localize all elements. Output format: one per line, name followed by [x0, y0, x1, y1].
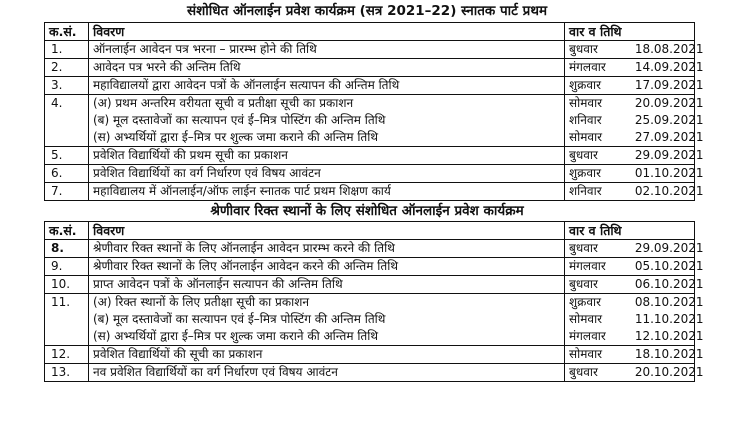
row-description	[89, 258, 565, 276]
table-row	[45, 364, 695, 382]
row-day-date	[565, 364, 704, 382]
date: 05.10.2021	[634, 259, 704, 273]
row-serial: 5.	[45, 147, 89, 165]
table-row	[45, 41, 695, 59]
row-day-date	[565, 59, 704, 77]
row-description	[89, 147, 565, 165]
description-line: महाविद्यालयों द्वारा आवेदन पत्रों के ऑनलाईन सत्यापन की अन्तिम तिथि	[93, 78, 400, 92]
date: 11.10.2021	[634, 312, 704, 326]
date: 29.09.2021	[634, 148, 704, 162]
description-line: (अ) रिक्त स्थानों के लिए प्रतीक्षा सूची का प्रकाशन	[93, 295, 310, 309]
day-date-line	[569, 183, 704, 200]
day-date-line	[569, 41, 704, 58]
row-day-date	[565, 294, 704, 346]
row-description	[89, 346, 565, 364]
row-serial: 2.	[45, 59, 89, 77]
row-description	[89, 364, 565, 382]
weekday: शुक्रवार	[569, 295, 602, 309]
row-serial: 6.	[45, 165, 89, 183]
description-line: आवेदन पत्र भरने की अन्तिम तिथि	[93, 60, 241, 74]
day-date-line	[569, 311, 704, 328]
day-date-line	[569, 77, 704, 94]
weekday: सोमवार	[569, 347, 603, 361]
table-row	[45, 346, 695, 364]
table-row	[45, 183, 695, 201]
description-line: श्रेणीवार रिक्त स्थानों के लिए ऑनलाईन आवेदन करने की अन्तिम तिथि	[93, 259, 398, 273]
row-description	[89, 165, 565, 183]
row-day-date	[565, 258, 704, 276]
date: 17.09.2021	[634, 78, 704, 92]
row-description	[89, 183, 565, 201]
day-date-line	[569, 147, 704, 164]
day-date-line	[569, 346, 704, 363]
row-description	[89, 240, 565, 258]
table2-title: श्रेणीवार रिक्त स्थानों के लिए संशोधित ऑनलाईन प्रवेश कार्यक्रम	[210, 203, 524, 219]
date: 14.09.2021	[634, 60, 704, 74]
description-line: (ब) मूल दस्तावेजों का सत्यापन एवं ई–मित्र पोस्टिंग की अन्तिम तिथि	[93, 312, 386, 326]
row-serial: 7.	[45, 183, 89, 201]
weekday: मंगलवार	[569, 60, 606, 74]
date: 27.09.2021	[634, 130, 704, 144]
admission-schedule-table	[44, 22, 704, 201]
table-row	[45, 276, 695, 294]
weekday: सोमवार	[569, 312, 603, 326]
row-serial: 3.	[45, 77, 89, 95]
date: 01.10.2021	[634, 166, 704, 180]
day-date-line	[569, 95, 704, 112]
row-serial: 11.	[45, 294, 89, 346]
weekday: शनिवार	[569, 113, 602, 127]
table-row	[45, 165, 695, 183]
weekday: बुधवार	[569, 365, 598, 379]
row-day-date	[565, 95, 704, 147]
description-line: प्रवेशित विद्यार्थियों का वर्ग निर्धारण एवं विषय आवंटन	[93, 166, 321, 180]
header-serial: क.सं.	[45, 222, 89, 240]
table-row	[45, 77, 695, 95]
row-day-date	[565, 165, 704, 183]
date: 18.10.2021	[634, 347, 704, 361]
date: 12.10.2021	[634, 329, 704, 343]
header-day-date: वार व तिथि	[565, 23, 695, 41]
weekday: सोमवार	[569, 96, 603, 110]
vacant-seats-schedule-table	[44, 221, 704, 382]
day-date-line	[569, 294, 704, 311]
row-serial: 8.	[45, 240, 89, 258]
table-row	[45, 294, 695, 346]
weekday: मंगलवार	[569, 259, 606, 273]
description-line: (स) अभ्यर्थियों द्वारा ई–मित्र पर शुल्क जमा कराने की अन्तिम तिथि	[93, 130, 379, 144]
day-date-line	[569, 364, 704, 381]
date: 29.09.2021	[634, 241, 704, 255]
description-line: नव प्रवेशित विद्यार्थियों का वर्ग निर्धारण एवं विषय आवंटन	[93, 365, 338, 379]
description-line: ऑनलाईन आवेदन पत्र भरना – प्रारम्भ होने की तिथि	[93, 42, 317, 56]
description-line: (स) अभ्यर्थियों द्वारा ई–मित्र पर शुल्क जमा कराने की अन्तिम तिथि	[93, 329, 379, 343]
date: 25.09.2021	[634, 113, 704, 127]
description-line: श्रेणीवार रिक्त स्थानों के लिए ऑनलाईन आवेदन प्रारम्भ करने की तिथि	[93, 241, 395, 255]
row-description	[89, 95, 565, 147]
weekday: शुक्रवार	[569, 78, 602, 92]
table-row	[45, 258, 695, 276]
weekday: शनिवार	[569, 184, 602, 198]
row-day-date	[565, 147, 704, 165]
description-line: प्राप्त आवेदन पत्रों के ऑनलाईन सत्यापन की अन्तिम तिथि	[93, 277, 343, 291]
day-date-line	[569, 258, 704, 275]
description-line: महाविद्यालय में ऑनलाईन/ऑफ लाईन स्नातक पार्ट प्रथम शिक्षण कार्य	[93, 184, 391, 198]
description-line: प्रवेशित विद्यार्थियों की प्रथम सूची का प्रकाशन	[93, 148, 288, 162]
table1-title: संशोधित ऑनलाईन प्रवेश कार्यक्रम (सत्र 2021–22) स्नातक पार्ट प्रथम	[186, 3, 548, 19]
table-header-row	[45, 222, 695, 240]
row-day-date	[565, 183, 704, 201]
table-row	[45, 95, 695, 147]
header-serial: क.सं.	[45, 23, 89, 41]
table-row	[45, 240, 695, 258]
row-description	[89, 294, 565, 346]
row-description	[89, 77, 565, 95]
row-description	[89, 276, 565, 294]
row-serial: 12.	[45, 346, 89, 364]
date: 18.08.2021	[634, 42, 704, 56]
date: 06.10.2021	[634, 277, 704, 291]
row-day-date	[565, 41, 704, 59]
table-header-row	[45, 23, 695, 41]
date: 02.10.2021	[634, 184, 704, 198]
header-description: विवरण	[89, 222, 565, 240]
weekday: मंगलवार	[569, 329, 606, 343]
row-serial: 10.	[45, 276, 89, 294]
weekday: बुधवार	[569, 241, 598, 255]
row-description	[89, 41, 565, 59]
weekday: बुधवार	[569, 42, 598, 56]
day-date-line	[569, 276, 704, 293]
weekday: शुक्रवार	[569, 166, 602, 180]
row-day-date	[565, 346, 704, 364]
day-date-line	[569, 129, 704, 146]
row-serial: 13.	[45, 364, 89, 382]
weekday: बुधवार	[569, 148, 598, 162]
day-date-line	[569, 328, 704, 345]
row-serial: 9.	[45, 258, 89, 276]
row-day-date	[565, 240, 704, 258]
description-line: (अ) प्रथम अन्तरिम वरीयता सूची व प्रतीक्षा सूची का प्रकाशन	[93, 96, 354, 110]
row-serial: 4.	[45, 95, 89, 147]
day-date-line	[569, 165, 704, 182]
row-day-date	[565, 276, 704, 294]
row-serial: 1.	[45, 41, 89, 59]
row-description	[89, 59, 565, 77]
header-description: विवरण	[89, 23, 565, 41]
description-line: (ब) मूल दस्तावेजों का सत्यापन एवं ई–मित्र पोस्टिंग की अन्तिम तिथि	[93, 113, 386, 127]
day-date-line	[569, 112, 704, 129]
weekday: बुधवार	[569, 277, 598, 291]
date: 08.10.2021	[634, 295, 704, 309]
day-date-line	[569, 59, 704, 76]
table-row	[45, 59, 695, 77]
row-day-date	[565, 77, 704, 95]
description-line: प्रवेशित विद्यार्थियों की सूची का प्रकाशन	[93, 347, 263, 361]
date: 20.10.2021	[634, 365, 704, 379]
date: 20.09.2021	[634, 96, 704, 110]
table-row	[45, 147, 695, 165]
day-date-line	[569, 240, 704, 257]
weekday: सोमवार	[569, 130, 603, 144]
header-day-date: वार व तिथि	[565, 222, 695, 240]
